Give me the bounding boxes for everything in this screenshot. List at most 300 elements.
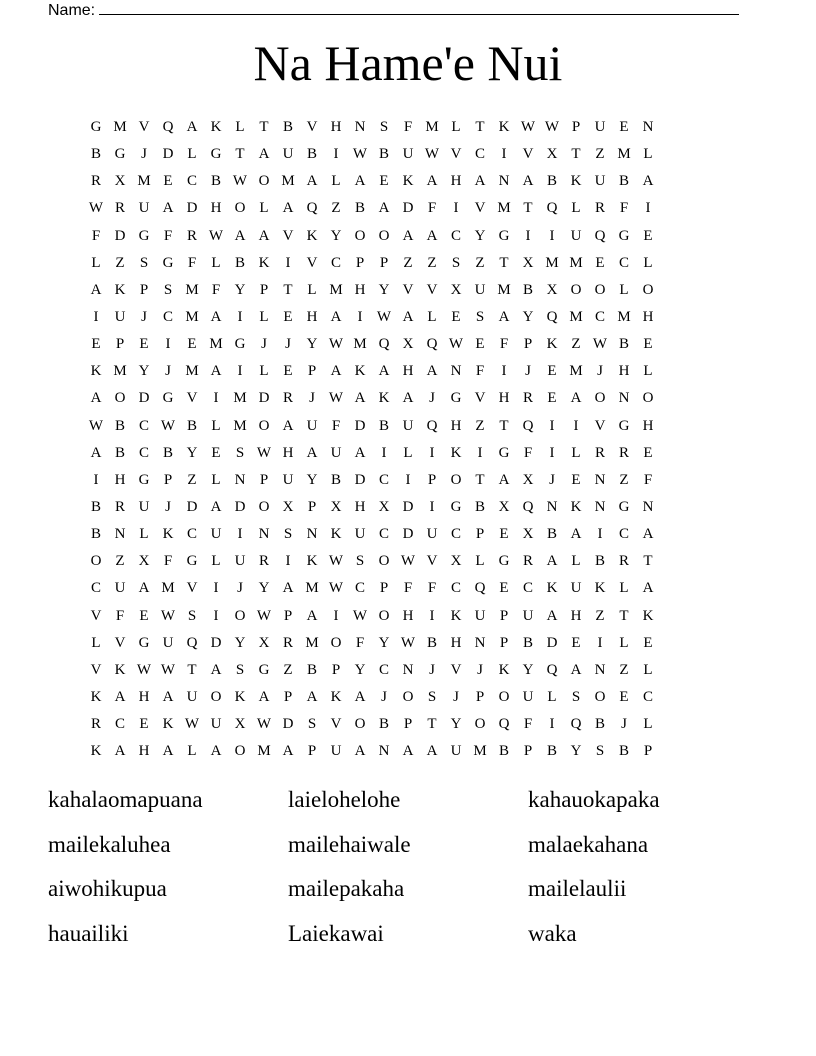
grid-letter[interactable]: Q bbox=[426, 417, 438, 434]
grid-letter[interactable]: B bbox=[498, 743, 509, 760]
grid-letter[interactable]: S bbox=[427, 689, 437, 706]
grid-letter[interactable]: I bbox=[405, 471, 411, 488]
grid-letter[interactable]: V bbox=[474, 390, 486, 407]
grid-letter[interactable]: U bbox=[282, 471, 294, 488]
grid-letter[interactable]: U bbox=[594, 119, 606, 136]
grid-letter[interactable]: L bbox=[139, 526, 149, 543]
grid-letter[interactable]: S bbox=[283, 526, 293, 543]
grid-letter[interactable]: C bbox=[330, 254, 341, 271]
grid-letter[interactable]: S bbox=[235, 444, 245, 461]
grid-letter[interactable]: Z bbox=[619, 471, 629, 488]
grid-letter[interactable]: X bbox=[546, 146, 558, 163]
grid-letter[interactable]: U bbox=[114, 580, 126, 597]
grid-letter[interactable]: Y bbox=[522, 309, 534, 326]
grid-letter[interactable]: P bbox=[643, 743, 653, 760]
grid-letter[interactable]: U bbox=[594, 173, 606, 190]
grid-letter[interactable]: B bbox=[186, 417, 197, 434]
grid-letter[interactable]: R bbox=[618, 553, 629, 570]
grid-letter[interactable]: C bbox=[450, 580, 461, 597]
grid-letter[interactable]: X bbox=[378, 499, 390, 516]
grid-letter[interactable]: D bbox=[546, 634, 558, 651]
grid-letter[interactable]: O bbox=[114, 390, 126, 407]
grid-letter[interactable]: W bbox=[376, 309, 392, 326]
grid-letter[interactable]: W bbox=[448, 336, 464, 353]
grid-letter[interactable]: V bbox=[186, 580, 198, 597]
grid-letter[interactable]: Z bbox=[331, 200, 341, 217]
grid-letter[interactable]: N bbox=[450, 363, 462, 380]
grid-letter[interactable]: E bbox=[547, 390, 557, 407]
grid-letter[interactable]: U bbox=[354, 526, 366, 543]
grid-letter[interactable]: P bbox=[307, 363, 317, 380]
grid-letter[interactable]: J bbox=[453, 689, 459, 706]
grid-letter[interactable]: H bbox=[330, 119, 342, 136]
grid-letter[interactable]: A bbox=[210, 363, 222, 380]
grid-letter[interactable]: Z bbox=[475, 417, 485, 434]
grid-letter[interactable]: N bbox=[618, 390, 630, 407]
grid-letter[interactable]: M bbox=[185, 363, 199, 380]
grid-letter[interactable]: K bbox=[594, 580, 606, 597]
grid-letter[interactable]: Y bbox=[522, 661, 534, 678]
grid-letter[interactable]: I bbox=[333, 146, 339, 163]
grid-letter[interactable]: M bbox=[617, 309, 631, 326]
grid-letter[interactable]: H bbox=[138, 743, 150, 760]
grid-letter[interactable]: U bbox=[306, 417, 318, 434]
grid-letter[interactable]: E bbox=[139, 607, 149, 624]
grid-letter[interactable]: A bbox=[138, 580, 150, 597]
grid-letter[interactable]: N bbox=[642, 499, 654, 516]
grid-letter[interactable]: O bbox=[474, 716, 486, 733]
grid-letter[interactable]: O bbox=[234, 743, 246, 760]
grid-letter[interactable]: K bbox=[378, 390, 390, 407]
grid-letter[interactable]: M bbox=[233, 390, 247, 407]
grid-letter[interactable]: D bbox=[402, 526, 414, 543]
grid-letter[interactable]: B bbox=[330, 471, 341, 488]
grid-letter[interactable]: V bbox=[594, 417, 606, 434]
grid-letter[interactable]: G bbox=[210, 146, 222, 163]
grid-letter[interactable]: C bbox=[474, 146, 485, 163]
grid-letter[interactable]: Y bbox=[186, 444, 198, 461]
grid-letter[interactable]: M bbox=[281, 173, 295, 190]
grid-letter[interactable]: W bbox=[160, 607, 176, 624]
grid-letter[interactable]: B bbox=[546, 743, 557, 760]
grid-letter[interactable]: T bbox=[619, 607, 629, 624]
grid-letter[interactable]: C bbox=[450, 526, 461, 543]
grid-letter[interactable]: A bbox=[354, 390, 366, 407]
grid-letter[interactable]: R bbox=[282, 634, 293, 651]
grid-letter[interactable]: Z bbox=[283, 661, 293, 678]
grid-letter[interactable]: I bbox=[549, 716, 555, 733]
grid-letter[interactable]: O bbox=[402, 689, 414, 706]
grid-letter[interactable]: V bbox=[90, 661, 102, 678]
grid-letter[interactable]: E bbox=[283, 309, 293, 326]
grid-letter[interactable]: J bbox=[429, 390, 435, 407]
grid-letter[interactable]: A bbox=[426, 363, 438, 380]
grid-letter[interactable]: F bbox=[427, 200, 437, 217]
grid-letter[interactable]: K bbox=[234, 689, 246, 706]
grid-letter[interactable]: B bbox=[234, 254, 245, 271]
grid-letter[interactable]: N bbox=[378, 743, 390, 760]
grid-letter[interactable]: F bbox=[427, 580, 437, 597]
grid-letter[interactable]: V bbox=[450, 661, 462, 678]
grid-letter[interactable]: B bbox=[618, 336, 629, 353]
grid-letter[interactable]: W bbox=[88, 200, 104, 217]
grid-letter[interactable]: V bbox=[114, 634, 126, 651]
grid-letter[interactable]: J bbox=[309, 390, 315, 407]
grid-letter[interactable]: M bbox=[497, 281, 511, 298]
grid-letter[interactable]: W bbox=[184, 716, 200, 733]
grid-letter[interactable]: W bbox=[256, 607, 272, 624]
grid-letter[interactable]: Z bbox=[595, 607, 605, 624]
grid-letter[interactable]: I bbox=[501, 363, 507, 380]
grid-letter[interactable]: N bbox=[642, 119, 654, 136]
grid-letter[interactable]: I bbox=[597, 634, 603, 651]
grid-letter[interactable]: A bbox=[642, 173, 654, 190]
grid-letter[interactable]: B bbox=[474, 499, 485, 516]
grid-letter[interactable]: M bbox=[569, 309, 583, 326]
grid-letter[interactable]: U bbox=[474, 607, 486, 624]
grid-letter[interactable]: I bbox=[213, 390, 219, 407]
grid-letter[interactable]: K bbox=[330, 526, 342, 543]
grid-letter[interactable]: F bbox=[91, 227, 101, 244]
grid-letter[interactable]: K bbox=[402, 173, 414, 190]
grid-letter[interactable]: B bbox=[306, 146, 317, 163]
grid-letter[interactable]: A bbox=[210, 661, 222, 678]
grid-letter[interactable]: A bbox=[90, 444, 102, 461]
grid-letter[interactable]: B bbox=[210, 173, 221, 190]
grid-letter[interactable]: T bbox=[259, 119, 269, 136]
grid-letter[interactable]: P bbox=[163, 471, 173, 488]
grid-letter[interactable]: T bbox=[499, 254, 509, 271]
grid-letter[interactable]: W bbox=[544, 119, 560, 136]
grid-letter[interactable]: S bbox=[451, 254, 461, 271]
grid-letter[interactable]: V bbox=[474, 200, 486, 217]
grid-letter[interactable]: W bbox=[256, 716, 272, 733]
grid-letter[interactable]: L bbox=[91, 254, 101, 271]
grid-letter[interactable]: K bbox=[162, 526, 174, 543]
grid-letter[interactable]: A bbox=[570, 526, 582, 543]
grid-letter[interactable]: M bbox=[185, 281, 199, 298]
grid-letter[interactable]: M bbox=[473, 743, 487, 760]
grid-letter[interactable]: D bbox=[402, 499, 414, 516]
grid-letter[interactable]: X bbox=[234, 716, 246, 733]
grid-letter[interactable]: A bbox=[282, 417, 294, 434]
grid-letter[interactable]: W bbox=[328, 336, 344, 353]
grid-letter[interactable]: Y bbox=[258, 580, 270, 597]
grid-letter[interactable]: O bbox=[90, 553, 102, 570]
grid-letter[interactable]: O bbox=[354, 716, 366, 733]
grid-letter[interactable]: A bbox=[330, 309, 342, 326]
grid-letter[interactable]: Z bbox=[619, 661, 629, 678]
grid-letter[interactable]: K bbox=[306, 553, 318, 570]
grid-letter[interactable]: J bbox=[261, 336, 267, 353]
grid-letter[interactable]: L bbox=[187, 743, 197, 760]
grid-letter[interactable]: C bbox=[378, 526, 389, 543]
grid-letter[interactable]: F bbox=[403, 580, 413, 597]
grid-letter[interactable]: P bbox=[403, 716, 413, 733]
grid-letter[interactable]: P bbox=[427, 471, 437, 488]
grid-letter[interactable]: K bbox=[258, 254, 270, 271]
grid-letter[interactable]: F bbox=[331, 417, 341, 434]
grid-letter[interactable]: B bbox=[378, 716, 389, 733]
grid-letter[interactable]: H bbox=[210, 200, 222, 217]
grid-letter[interactable]: E bbox=[643, 444, 653, 461]
grid-letter[interactable]: E bbox=[283, 363, 293, 380]
grid-letter[interactable]: X bbox=[330, 499, 342, 516]
grid-letter[interactable]: Q bbox=[594, 227, 606, 244]
grid-letter[interactable]: A bbox=[498, 471, 510, 488]
grid-letter[interactable]: G bbox=[138, 227, 150, 244]
grid-letter[interactable]: Y bbox=[570, 743, 582, 760]
grid-letter[interactable]: M bbox=[305, 580, 319, 597]
grid-letter[interactable]: H bbox=[402, 607, 414, 624]
grid-letter[interactable]: I bbox=[333, 607, 339, 624]
grid-letter[interactable]: W bbox=[352, 607, 368, 624]
grid-letter[interactable]: I bbox=[285, 254, 291, 271]
grid-letter[interactable]: H bbox=[642, 417, 654, 434]
grid-letter[interactable]: K bbox=[642, 607, 654, 624]
grid-letter[interactable]: L bbox=[619, 634, 629, 651]
grid-letter[interactable]: K bbox=[90, 689, 102, 706]
grid-letter[interactable]: C bbox=[138, 417, 149, 434]
grid-letter[interactable]: Z bbox=[595, 146, 605, 163]
grid-letter[interactable]: D bbox=[258, 390, 270, 407]
grid-letter[interactable]: O bbox=[234, 607, 246, 624]
grid-letter[interactable]: P bbox=[379, 580, 389, 597]
grid-letter[interactable]: V bbox=[90, 607, 102, 624]
grid-letter[interactable]: O bbox=[498, 689, 510, 706]
grid-letter[interactable]: K bbox=[570, 499, 582, 516]
grid-letter[interactable]: X bbox=[522, 526, 534, 543]
grid-letter[interactable]: P bbox=[259, 471, 269, 488]
grid-letter[interactable]: G bbox=[162, 254, 174, 271]
grid-letter[interactable]: I bbox=[501, 146, 507, 163]
grid-letter[interactable]: D bbox=[186, 200, 198, 217]
grid-letter[interactable]: H bbox=[354, 281, 366, 298]
grid-letter[interactable]: Y bbox=[378, 281, 390, 298]
grid-letter[interactable]: W bbox=[592, 336, 608, 353]
grid-letter[interactable]: H bbox=[402, 363, 414, 380]
grid-letter[interactable]: V bbox=[186, 390, 198, 407]
grid-letter[interactable]: B bbox=[378, 417, 389, 434]
grid-letter[interactable]: L bbox=[427, 309, 437, 326]
grid-letter[interactable]: U bbox=[402, 417, 414, 434]
grid-letter[interactable]: U bbox=[234, 553, 246, 570]
grid-letter[interactable]: E bbox=[499, 526, 509, 543]
grid-letter[interactable]: E bbox=[619, 119, 629, 136]
grid-letter[interactable]: L bbox=[211, 254, 221, 271]
grid-letter[interactable]: Y bbox=[354, 661, 366, 678]
grid-letter[interactable]: M bbox=[137, 173, 151, 190]
grid-letter[interactable]: K bbox=[354, 363, 366, 380]
grid-letter[interactable]: A bbox=[210, 499, 222, 516]
grid-letter[interactable]: L bbox=[475, 553, 485, 570]
grid-letter[interactable]: O bbox=[378, 227, 390, 244]
grid-letter[interactable]: V bbox=[402, 281, 414, 298]
grid-letter[interactable]: A bbox=[354, 444, 366, 461]
grid-letter[interactable]: G bbox=[114, 146, 126, 163]
grid-letter[interactable]: B bbox=[594, 716, 605, 733]
grid-letter[interactable]: O bbox=[594, 281, 606, 298]
grid-letter[interactable]: B bbox=[618, 743, 629, 760]
grid-letter[interactable]: I bbox=[93, 309, 99, 326]
grid-letter[interactable]: B bbox=[114, 444, 125, 461]
grid-letter[interactable]: C bbox=[138, 444, 149, 461]
grid-letter[interactable]: A bbox=[162, 200, 174, 217]
grid-letter[interactable]: I bbox=[237, 526, 243, 543]
grid-letter[interactable]: C bbox=[186, 526, 197, 543]
grid-letter[interactable]: B bbox=[306, 661, 317, 678]
grid-letter[interactable]: B bbox=[618, 173, 629, 190]
grid-letter[interactable]: J bbox=[525, 363, 531, 380]
grid-letter[interactable]: M bbox=[233, 417, 247, 434]
grid-letter[interactable]: U bbox=[450, 743, 462, 760]
grid-letter[interactable]: L bbox=[331, 173, 341, 190]
grid-letter[interactable]: O bbox=[210, 689, 222, 706]
grid-letter[interactable]: C bbox=[618, 526, 629, 543]
grid-letter[interactable]: H bbox=[450, 417, 462, 434]
grid-letter[interactable]: F bbox=[163, 553, 173, 570]
grid-letter[interactable]: C bbox=[354, 580, 365, 597]
grid-letter[interactable]: C bbox=[114, 716, 125, 733]
grid-letter[interactable]: N bbox=[594, 499, 606, 516]
grid-letter[interactable]: T bbox=[475, 119, 485, 136]
grid-letter[interactable]: W bbox=[160, 661, 176, 678]
grid-letter[interactable]: I bbox=[237, 363, 243, 380]
grid-letter[interactable]: Q bbox=[162, 119, 174, 136]
grid-letter[interactable]: R bbox=[594, 444, 605, 461]
grid-letter[interactable]: L bbox=[451, 119, 461, 136]
grid-letter[interactable]: L bbox=[619, 281, 629, 298]
grid-letter[interactable]: D bbox=[282, 716, 294, 733]
grid-letter[interactable]: A bbox=[90, 281, 102, 298]
grid-letter[interactable]: U bbox=[330, 743, 342, 760]
grid-letter[interactable]: F bbox=[187, 254, 197, 271]
grid-letter[interactable]: K bbox=[450, 444, 462, 461]
grid-letter[interactable]: M bbox=[257, 743, 271, 760]
grid-letter[interactable]: K bbox=[570, 173, 582, 190]
grid-letter[interactable]: C bbox=[594, 309, 605, 326]
grid-letter[interactable]: H bbox=[498, 390, 510, 407]
grid-letter[interactable]: Y bbox=[378, 634, 390, 651]
grid-letter[interactable]: C bbox=[378, 661, 389, 678]
grid-letter[interactable]: K bbox=[546, 580, 558, 597]
grid-letter[interactable]: R bbox=[114, 200, 125, 217]
grid-letter[interactable]: T bbox=[643, 553, 653, 570]
grid-letter[interactable]: K bbox=[210, 119, 222, 136]
grid-letter[interactable]: S bbox=[475, 309, 485, 326]
grid-letter[interactable]: L bbox=[643, 254, 653, 271]
grid-letter[interactable]: O bbox=[234, 200, 246, 217]
grid-letter[interactable]: Q bbox=[474, 580, 486, 597]
grid-letter[interactable]: F bbox=[499, 336, 509, 353]
grid-letter[interactable]: P bbox=[139, 281, 149, 298]
grid-letter[interactable]: U bbox=[570, 227, 582, 244]
grid-letter[interactable]: I bbox=[213, 580, 219, 597]
grid-letter[interactable]: O bbox=[258, 173, 270, 190]
grid-letter[interactable]: D bbox=[138, 390, 150, 407]
grid-letter[interactable]: H bbox=[450, 634, 462, 651]
grid-letter[interactable]: P bbox=[499, 634, 509, 651]
grid-letter[interactable]: G bbox=[450, 390, 462, 407]
grid-letter[interactable]: L bbox=[547, 689, 557, 706]
grid-letter[interactable]: Q bbox=[498, 716, 510, 733]
grid-letter[interactable]: U bbox=[522, 607, 534, 624]
grid-letter[interactable]: P bbox=[259, 281, 269, 298]
grid-letter[interactable]: M bbox=[209, 336, 223, 353]
grid-letter[interactable]: A bbox=[186, 119, 198, 136]
grid-letter[interactable]: M bbox=[353, 336, 367, 353]
grid-letter[interactable]: A bbox=[522, 173, 534, 190]
grid-letter[interactable]: U bbox=[138, 200, 150, 217]
grid-letter[interactable]: L bbox=[259, 309, 269, 326]
grid-letter[interactable]: O bbox=[594, 689, 606, 706]
grid-letter[interactable]: D bbox=[234, 499, 246, 516]
grid-letter[interactable]: K bbox=[162, 716, 174, 733]
grid-letter[interactable]: J bbox=[429, 661, 435, 678]
grid-letter[interactable]: U bbox=[402, 146, 414, 163]
grid-letter[interactable]: M bbox=[329, 281, 343, 298]
grid-letter[interactable]: M bbox=[497, 200, 511, 217]
grid-letter[interactable]: E bbox=[163, 173, 173, 190]
grid-letter[interactable]: V bbox=[426, 281, 438, 298]
grid-letter[interactable]: I bbox=[213, 607, 219, 624]
grid-letter[interactable]: O bbox=[642, 390, 654, 407]
grid-letter[interactable]: O bbox=[258, 417, 270, 434]
grid-letter[interactable]: V bbox=[306, 119, 318, 136]
grid-letter[interactable]: N bbox=[594, 471, 606, 488]
grid-letter[interactable]: W bbox=[136, 661, 152, 678]
grid-letter[interactable]: O bbox=[570, 281, 582, 298]
grid-letter[interactable]: D bbox=[210, 634, 222, 651]
grid-letter[interactable]: O bbox=[450, 471, 462, 488]
grid-letter[interactable]: H bbox=[618, 363, 630, 380]
grid-letter[interactable]: E bbox=[571, 634, 581, 651]
grid-letter[interactable]: L bbox=[235, 119, 245, 136]
grid-letter[interactable]: M bbox=[425, 119, 439, 136]
grid-letter[interactable]: G bbox=[234, 336, 246, 353]
grid-letter[interactable]: P bbox=[523, 336, 533, 353]
grid-letter[interactable]: U bbox=[474, 281, 486, 298]
grid-letter[interactable]: B bbox=[522, 281, 533, 298]
grid-letter[interactable]: C bbox=[90, 580, 101, 597]
grid-letter[interactable]: A bbox=[642, 580, 654, 597]
grid-letter[interactable]: A bbox=[426, 227, 438, 244]
grid-letter[interactable]: W bbox=[328, 390, 344, 407]
grid-letter[interactable]: I bbox=[381, 444, 387, 461]
grid-letter[interactable]: G bbox=[498, 444, 510, 461]
grid-letter[interactable]: B bbox=[378, 146, 389, 163]
grid-letter[interactable]: P bbox=[307, 743, 317, 760]
grid-letter[interactable]: M bbox=[617, 146, 631, 163]
grid-letter[interactable]: Z bbox=[475, 254, 485, 271]
grid-letter[interactable]: T bbox=[499, 417, 509, 434]
grid-letter[interactable]: Q bbox=[426, 336, 438, 353]
grid-letter[interactable]: K bbox=[306, 227, 318, 244]
grid-letter[interactable]: A bbox=[474, 173, 486, 190]
grid-letter[interactable]: X bbox=[498, 499, 510, 516]
grid-letter[interactable]: R bbox=[594, 200, 605, 217]
grid-letter[interactable]: J bbox=[621, 716, 627, 733]
grid-letter[interactable]: A bbox=[306, 173, 318, 190]
grid-letter[interactable]: F bbox=[523, 716, 533, 733]
grid-letter[interactable]: M bbox=[113, 119, 127, 136]
grid-letter[interactable]: A bbox=[426, 743, 438, 760]
grid-letter[interactable]: S bbox=[307, 716, 317, 733]
grid-letter[interactable]: N bbox=[594, 661, 606, 678]
grid-letter[interactable]: Y bbox=[234, 281, 246, 298]
grid-letter[interactable]: A bbox=[282, 743, 294, 760]
grid-letter[interactable]: J bbox=[141, 146, 147, 163]
